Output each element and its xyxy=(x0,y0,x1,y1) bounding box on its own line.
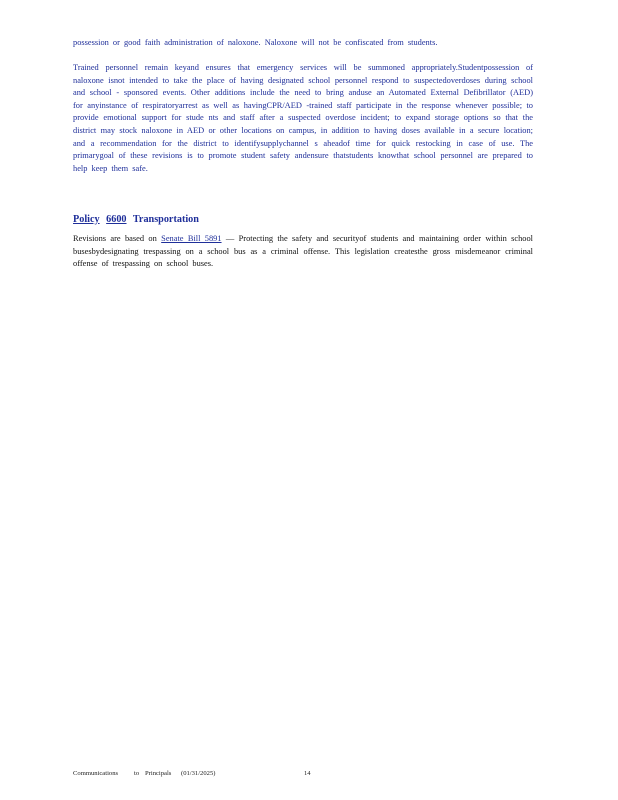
policy-title: Transportation xyxy=(132,214,199,225)
policy-6600-heading xyxy=(73,214,199,225)
footer-audience: Principals xyxy=(145,770,172,777)
naloxone-paragraph-1-text: possession or good faith administration of naloxone. Naloxone will not be confiscated from students. xyxy=(73,38,438,47)
transportation-paragraph xyxy=(73,233,533,271)
naloxone-paragraph-1 xyxy=(73,37,533,50)
naloxone-paragraph-2 xyxy=(73,62,533,175)
policy-label: Policy xyxy=(73,214,100,225)
footer-page-number: 14 xyxy=(304,770,311,777)
transportation-text-intro: Revisions are based on xyxy=(73,234,162,243)
transportation-text-body: — Protecting the safety and securityof students and maintaining order within school busesbydesignating trespassing on a school bus as a criminal offense. This legislation createsthe gross misdemeanor criminal offense of trespassing on school buses. xyxy=(73,234,533,269)
footer-document-name: Communications xyxy=(73,770,119,777)
senate-bill-5891-link[interactable]: Senate Bill 5891 xyxy=(161,234,222,243)
footer-date: (01/31/2025) xyxy=(181,770,216,777)
naloxone-paragraph-2-text: Trained personnel remain keyand ensures that emergency services will be summoned appropriately.Studentpossession of naloxone isnot intended to take the place of having designated school personnel respond to suspectedoverdoses during school and school - sponsored events. Other additions include the need to bring anduse an Automated External Defibrillator (AED) for anyinstance of respiratoryarrest as well as havingCPR/AED -trained staff participate in the response whenever possible; to provide emotional support for stude nts and staff after a suspected overdose incident; to expand storage options so that the district may stock naloxone in AED or other locations on campus, in addition to having doses available in a secure location; and a recommendation for the district to identifysupplychannel s aheadof time for quick restocking in case of use. The primarygoal of these revisions is to promote student safety andensure thatstudents knowthat school personnel are prepared to help keep them safe. xyxy=(73,63,533,173)
footer-to: to xyxy=(134,770,140,777)
policy-number: 6600 xyxy=(106,214,127,225)
